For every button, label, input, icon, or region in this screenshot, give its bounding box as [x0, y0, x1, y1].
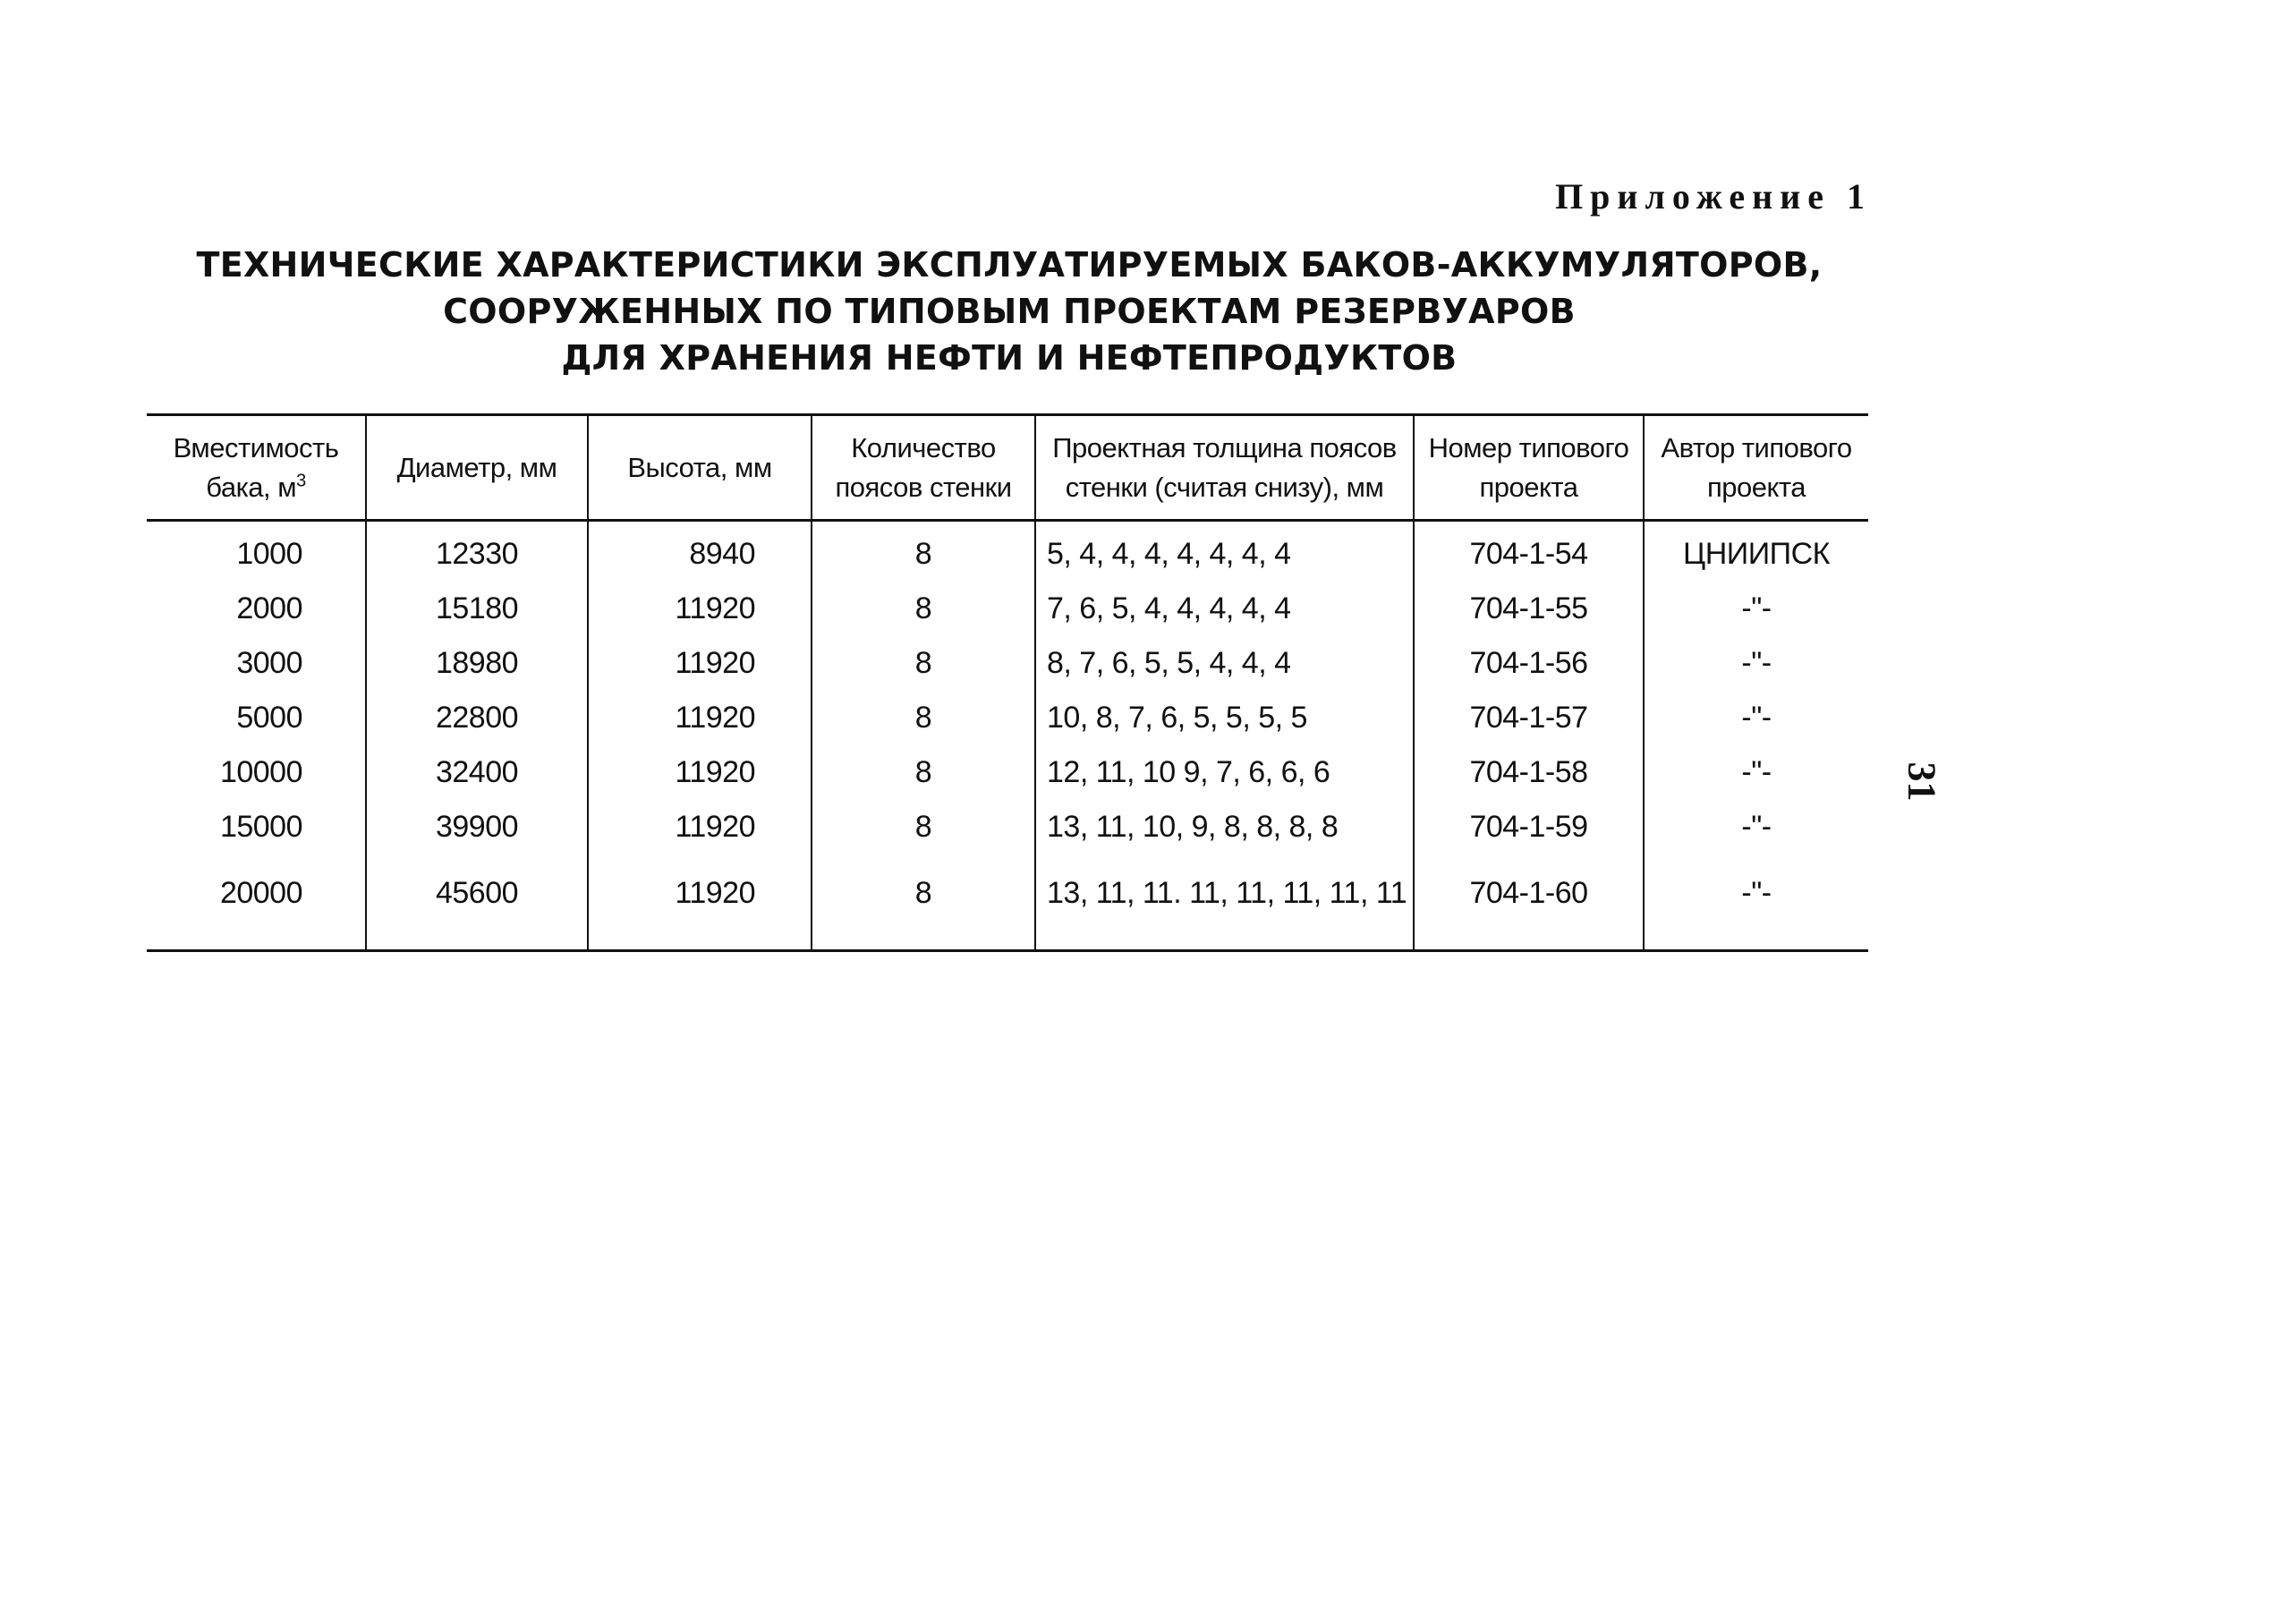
cell-height: 11920	[588, 855, 812, 949]
header-belts: Количество поясов стенки	[812, 416, 1035, 521]
cell-project-author: -"-	[1644, 745, 1868, 800]
cell-diameter: 39900	[366, 800, 588, 855]
table-row	[147, 800, 1868, 855]
cell-project-number: 704-1-55	[1414, 582, 1644, 636]
cell-belts: 8	[812, 521, 1035, 582]
cell-thickness: 13, 11, 11. 11, 11, 11, 11, 11	[1035, 855, 1414, 949]
cell-belts: 8	[812, 691, 1035, 745]
cell-belts: 8	[812, 800, 1035, 855]
cell-project-author: -"-	[1644, 800, 1868, 855]
cell-diameter: 45600	[366, 855, 588, 949]
cell-volume: 15000	[219, 810, 302, 844]
table-row	[147, 855, 1868, 949]
cell-belts: 8	[812, 745, 1035, 800]
cell-thickness: 5, 4, 4, 4, 4, 4, 4, 4	[1035, 521, 1414, 582]
cell-project-number: 704-1-57	[1414, 691, 1644, 745]
spec-table-container	[147, 413, 1868, 952]
cell-project-number: 704-1-59	[1414, 800, 1644, 855]
header-project-number: Номер типового проекта	[1414, 416, 1644, 521]
cell-height: 11920	[588, 800, 812, 855]
cell-project-author: -"-	[1644, 691, 1868, 745]
cell-height: 11920	[588, 636, 812, 691]
table-row	[147, 521, 1868, 582]
cell-volume: 20000	[219, 875, 302, 910]
cell-height: 11920	[588, 691, 812, 745]
cell-belts: 8	[812, 636, 1035, 691]
cell-volume: 1000	[236, 537, 302, 571]
cell-belts: 8	[812, 855, 1035, 949]
cell-diameter: 15180	[366, 582, 588, 636]
header-project-author: Автор типового проекта	[1644, 416, 1868, 521]
title-line-1: ТЕХНИЧЕСКИЕ ХАРАКТЕРИСТИКИ ЭКСПЛУАТИРУЕМЫХ БАКОВ-АККУМУЛЯТОРОВ,	[196, 245, 1823, 285]
appendix-label: Приложение 1	[1555, 176, 1872, 217]
header-volume: Вместимость бака, $м^3$	[147, 416, 366, 521]
cell-project-number: 704-1-54	[1414, 521, 1644, 582]
cell-height: 11920	[588, 582, 812, 636]
cell-project-number: 704-1-58	[1414, 745, 1644, 800]
cell-height: 8940	[588, 521, 812, 582]
cell-volume: 3000	[236, 646, 302, 680]
document-title	[179, 242, 1840, 381]
table-row	[147, 745, 1868, 800]
cell-project-number: 704-1-60	[1414, 855, 1644, 949]
cell-height: 11920	[588, 745, 812, 800]
cell-diameter: 22800	[366, 691, 588, 745]
cell-thickness: 8, 7, 6, 5, 5, 4, 4, 4	[1035, 636, 1414, 691]
cell-volume: 5000	[236, 701, 302, 735]
table-header-row	[147, 416, 1868, 521]
cell-thickness: 13, 11, 10, 9, 8, 8, 8, 8	[1035, 800, 1414, 855]
cell-project-number: 704-1-56	[1414, 636, 1644, 691]
cell-thickness: 7, 6, 5, 4, 4, 4, 4, 4	[1035, 582, 1414, 636]
cell-project-author: -"-	[1644, 636, 1868, 691]
cell-thickness: 12, 11, 10 9, 7, 6, 6, 6	[1035, 745, 1414, 800]
cell-belts: 8	[812, 582, 1035, 636]
cell-volume: 10000	[219, 755, 302, 789]
title-line-2: СООРУЖЕННЫХ ПО ТИПОВЫМ ПРОЕКТАМ РЕЗЕРВУАРОВ	[443, 292, 1576, 331]
cell-project-author: -"-	[1644, 582, 1868, 636]
cell-project-author: -"-	[1644, 855, 1868, 949]
title-line-3: ДЛЯ ХРАНЕНИЯ НЕФТИ И НЕФТЕПРОДУКТОВ	[561, 338, 1458, 378]
spec-table	[147, 416, 1868, 949]
table-row	[147, 691, 1868, 745]
table-row	[147, 582, 1868, 636]
table-row	[147, 636, 1868, 691]
cell-diameter: 32400	[366, 745, 588, 800]
cell-diameter: 18980	[366, 636, 588, 691]
cell-diameter: 12330	[366, 521, 588, 582]
cell-thickness: 10, 8, 7, 6, 5, 5, 5, 5	[1035, 691, 1414, 745]
cell-project-author: ЦНИИПСК	[1644, 521, 1868, 582]
cell-volume: 2000	[236, 591, 302, 625]
header-height: Высота, мм	[588, 416, 812, 521]
header-diameter: Диаметр, мм	[366, 416, 588, 521]
header-thickness: Проектная толщина поясов стенки (считая снизу), мм	[1035, 416, 1414, 521]
page-number: 31	[1900, 761, 1944, 802]
